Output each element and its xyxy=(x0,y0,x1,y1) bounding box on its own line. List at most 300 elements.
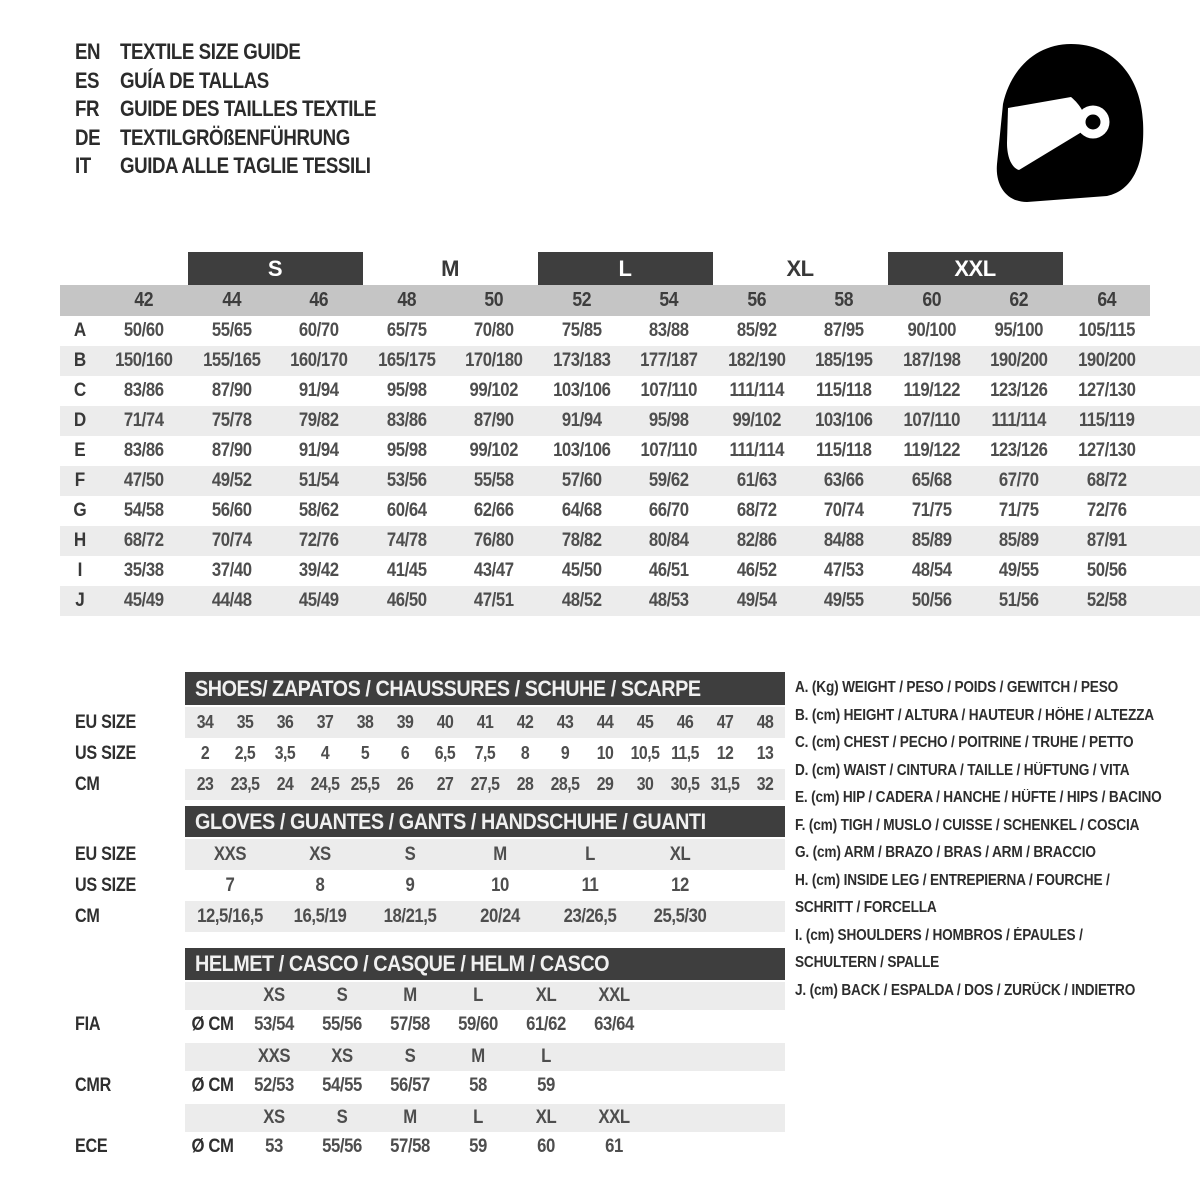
shoe-size-cell: 26 xyxy=(396,774,414,794)
numeric-size: 64 xyxy=(1096,289,1116,311)
numeric-size: 58 xyxy=(834,289,854,311)
size-row xyxy=(60,738,800,769)
table-cell: 59/62 xyxy=(648,470,689,491)
shoe-size-cell: 39 xyxy=(396,712,414,732)
shoe-size-cell: 35 xyxy=(236,712,254,732)
table-cell: 105/115 xyxy=(1078,320,1135,341)
table-cell: 71/74 xyxy=(123,410,164,431)
standard-label: ECE xyxy=(75,1136,108,1157)
shoe-size-cell: 42 xyxy=(516,712,534,732)
shoe-size-cell: 29 xyxy=(596,774,614,794)
table-cell: 58/62 xyxy=(298,500,339,521)
table-cell: 115/119 xyxy=(1078,410,1135,431)
legend-line: H. (cm) INSIDE LEG / ENTREPIERNA / FOURCHE / xyxy=(795,871,1110,889)
shoe-size-cell: 6,5 xyxy=(434,743,456,763)
legend-line: I. (cm) SHOULDERS / HOMBROS / ÉPAULES / xyxy=(795,926,1083,944)
table-row-grid xyxy=(60,496,1150,526)
glove-size-cell: 25,5/30 xyxy=(653,905,707,927)
table-cell: 87/90 xyxy=(211,380,252,401)
numeric-size: 48 xyxy=(396,289,416,311)
table-cell: 111/114 xyxy=(728,440,784,461)
helmet-value-row xyxy=(60,1132,800,1162)
table-cell: 47/51 xyxy=(473,590,514,611)
glove-size-cell: 8 xyxy=(315,874,325,896)
legend-line: SCHRITT / FORCELLA xyxy=(795,899,937,916)
language-title-row xyxy=(75,38,421,67)
table-cell: 65/75 xyxy=(386,320,427,341)
table-cell: 87/90 xyxy=(211,440,252,461)
table-cell: 85/89 xyxy=(911,530,952,551)
diameter-unit: Ø CM xyxy=(191,1014,234,1035)
shoe-size-cell: 46 xyxy=(676,712,694,732)
helmet-size-value: 59/60 xyxy=(458,1014,498,1035)
table-cell: 71/75 xyxy=(998,500,1039,521)
table-cell: 44/48 xyxy=(211,590,252,611)
table-cell: 119/122 xyxy=(903,440,960,461)
table-cell: 111/114 xyxy=(991,410,1047,431)
table-cell: 95/98 xyxy=(386,440,427,461)
language-code: ES xyxy=(75,67,100,93)
row-letter-label: E xyxy=(74,440,86,461)
table-cell: 91/94 xyxy=(561,410,602,431)
glove-size-cell: 7 xyxy=(225,874,235,896)
size-group-grid xyxy=(60,252,1150,285)
shoe-size-cell: 30,5 xyxy=(670,774,700,794)
size-row-label: EU SIZE xyxy=(75,843,137,865)
table-cell: 64/68 xyxy=(561,500,602,521)
table-cell: 82/86 xyxy=(736,530,777,551)
helmet-size-header-row xyxy=(60,1043,800,1071)
glove-size-cell: S xyxy=(404,843,416,865)
shoe-size-cell: 8 xyxy=(520,743,530,763)
table-cell: 99/102 xyxy=(731,410,781,431)
language-title: GUIDA ALLE TAGLIE TESSILI xyxy=(120,153,371,179)
table-cell: 87/95 xyxy=(823,320,864,341)
numeric-size: 44 xyxy=(221,289,241,311)
helmet-size-value: 55/56 xyxy=(322,1136,362,1157)
row-letter-label: F xyxy=(74,470,86,491)
table-cell: 45/50 xyxy=(561,560,602,581)
shoe-size-cell: 38 xyxy=(356,712,374,732)
size-row xyxy=(60,901,800,932)
table-cell: 111/114 xyxy=(728,380,784,401)
table-cell: 54/58 xyxy=(123,500,164,521)
table-cell: 83/88 xyxy=(648,320,689,341)
helmet-size-table xyxy=(60,948,800,1165)
size-row xyxy=(60,839,800,870)
table-cell: 170/180 xyxy=(465,350,523,371)
helmet-size-label: XS xyxy=(263,1107,285,1128)
language-title-row xyxy=(75,152,421,181)
table-row xyxy=(60,346,1200,376)
shoe-size-cell: 44 xyxy=(596,712,614,732)
row-letter-label: G xyxy=(73,500,87,521)
helmet-size-value: 57/58 xyxy=(390,1014,430,1035)
table-cell: 185/195 xyxy=(815,350,873,371)
language-code: FR xyxy=(75,96,100,122)
table-cell: 66/70 xyxy=(648,500,689,521)
numeric-size: 52 xyxy=(571,289,591,311)
size-row-values xyxy=(185,839,785,870)
table-cell: 103/106 xyxy=(552,440,610,461)
shoe-size-cell: 48 xyxy=(756,712,774,732)
table-cell: 43/47 xyxy=(473,560,514,581)
size-row-label: EU SIZE xyxy=(75,711,137,733)
helmet-size-value: 61 xyxy=(605,1136,623,1157)
legend-item xyxy=(795,702,1200,730)
table-cell: 70/74 xyxy=(211,530,252,551)
helmet-size-header-values xyxy=(185,1104,785,1132)
shoe-size-cell: 3,5 xyxy=(274,743,296,763)
table-cell: 76/80 xyxy=(473,530,514,551)
table-cell: 150/160 xyxy=(115,350,173,371)
helmet-size-value: 56/57 xyxy=(390,1075,430,1096)
glove-size-cell: 10 xyxy=(491,874,509,896)
shoes-table-header xyxy=(185,672,785,705)
glove-size-cell: XL xyxy=(669,843,691,865)
table-cell: 107/110 xyxy=(640,380,697,401)
table-cell: 119/122 xyxy=(903,380,960,401)
table-row-grid xyxy=(60,526,1150,556)
table-row-grid xyxy=(60,556,1150,586)
table-cell: 78/82 xyxy=(561,530,602,551)
legend-item xyxy=(795,757,1200,785)
gloves-table-header-label: GLOVES / GUANTES / GANTS / HANDSCHUHE / GUANTI xyxy=(195,808,706,834)
size-group-label: M xyxy=(441,255,459,281)
table-cell: 45/49 xyxy=(298,590,339,611)
legend-line: F. (cm) TIGH / MUSLO / CUISSE / SCHENKEL / COSCIA xyxy=(795,816,1140,834)
measurement-legend xyxy=(795,674,1200,1004)
helmet-size-value: 52/53 xyxy=(254,1075,294,1096)
shoe-size-cell: 13 xyxy=(756,743,774,763)
helmet-size-label: L xyxy=(473,1107,483,1128)
table-cell: 47/50 xyxy=(123,470,164,491)
shoe-size-cell: 11,5 xyxy=(671,743,699,763)
gloves-size-table xyxy=(60,806,800,932)
numeric-size: 62 xyxy=(1009,289,1029,311)
legend-line: J. (cm) BACK / ESPALDA / DOS / ZURÜCK / INDIETRO xyxy=(795,981,1136,999)
shoe-size-cell: 9 xyxy=(560,743,570,763)
size-row-label: CM xyxy=(75,905,100,927)
numeric-size-grid xyxy=(60,285,1150,316)
table-row xyxy=(60,436,1200,466)
table-cell: 99/102 xyxy=(469,380,519,401)
table-cell: 85/89 xyxy=(998,530,1039,551)
helmet-size-value: 63/64 xyxy=(594,1014,634,1035)
table-cell: 190/200 xyxy=(990,350,1048,371)
helmet-size-header-row xyxy=(60,1104,800,1132)
table-cell: 90/100 xyxy=(906,320,956,341)
table-cell: 165/175 xyxy=(377,350,435,371)
numeric-size: 54 xyxy=(659,289,679,311)
table-row xyxy=(60,586,1200,616)
size-row-label: US SIZE xyxy=(75,874,137,896)
diameter-unit: Ø CM xyxy=(191,1136,234,1157)
table-cell: 46/50 xyxy=(386,590,427,611)
table-cell: 35/38 xyxy=(123,560,164,581)
shoe-size-cell: 36 xyxy=(276,712,294,732)
table-cell: 190/200 xyxy=(1077,350,1135,371)
table-cell: 91/94 xyxy=(298,440,339,461)
table-cell: 48/54 xyxy=(911,560,952,581)
table-cell: 182/190 xyxy=(727,350,785,371)
helmet-value-row xyxy=(60,1071,800,1101)
table-cell: 95/98 xyxy=(386,380,427,401)
helmet-table-header xyxy=(185,948,785,980)
legend-line: SCHULTERN / SPALLE xyxy=(795,954,940,971)
shoe-size-cell: 40 xyxy=(436,712,454,732)
table-cell: 50/56 xyxy=(1086,560,1127,581)
size-group-label: XL xyxy=(786,255,814,281)
table-cell: 56/60 xyxy=(211,500,252,521)
legend-item xyxy=(795,867,1200,922)
helmet-size-value: 53/54 xyxy=(254,1014,294,1035)
size-row-values xyxy=(185,738,785,769)
shoe-size-cell: 31,5 xyxy=(710,774,740,794)
language-code: IT xyxy=(75,153,91,179)
table-row xyxy=(60,466,1200,496)
shoe-size-cell: 5 xyxy=(360,743,370,763)
numeric-size: 50 xyxy=(484,289,504,311)
row-letter-label: C xyxy=(73,380,87,401)
glove-size-cell: 18/21,5 xyxy=(383,905,437,927)
helmet-size-header-values xyxy=(185,982,785,1010)
shoe-size-cell: 7,5 xyxy=(474,743,496,763)
shoes-table-header-label: SHOES/ ZAPATOS / CHAUSSURES / SCHUHE / SCARPE xyxy=(195,675,701,701)
size-row xyxy=(60,707,800,738)
size-group-boxed: S xyxy=(188,252,363,285)
size-row-values xyxy=(185,769,785,800)
numeric-size: 56 xyxy=(746,289,766,311)
table-row-grid xyxy=(60,466,1150,496)
table-cell: 51/54 xyxy=(298,470,339,491)
table-cell: 103/106 xyxy=(552,380,610,401)
helmet-size-label: XXL xyxy=(598,1107,630,1128)
table-cell: 91/94 xyxy=(298,380,339,401)
table-cell: 75/78 xyxy=(211,410,252,431)
table-cell: 62/66 xyxy=(473,500,514,521)
glove-size-cell: 16,5/19 xyxy=(293,905,347,927)
table-cell: 45/49 xyxy=(123,590,164,611)
table-cell: 60/70 xyxy=(298,320,339,341)
table-cell: 39/42 xyxy=(298,560,339,581)
shoe-size-cell: 45 xyxy=(636,712,654,732)
table-cell: 75/85 xyxy=(561,320,602,341)
table-cell: 160/170 xyxy=(290,350,348,371)
table-row xyxy=(60,406,1200,436)
language-title: TEXTILE SIZE GUIDE xyxy=(120,39,301,65)
row-letter-label: B xyxy=(73,350,87,371)
shoe-size-cell: 28,5 xyxy=(550,774,580,794)
size-row-values xyxy=(185,901,785,932)
table-row-grid xyxy=(60,586,1150,616)
helmet-size-value: 57/58 xyxy=(390,1136,430,1157)
legend-item xyxy=(795,674,1200,702)
helmet-size-label: M xyxy=(403,985,417,1006)
shoe-size-cell: 27 xyxy=(436,774,454,794)
size-row-values xyxy=(185,870,785,901)
glove-size-cell: 9 xyxy=(405,874,415,896)
table-cell: 68/72 xyxy=(736,500,777,521)
shoe-size-cell: 47 xyxy=(716,712,734,732)
shoes-size-table xyxy=(60,672,800,800)
row-letter-label: J xyxy=(75,590,85,611)
helmet-size-label: M xyxy=(403,1107,417,1128)
table-cell: 74/78 xyxy=(386,530,427,551)
shoe-size-cell: 24,5 xyxy=(310,774,340,794)
helmet-size-value: 58 xyxy=(469,1075,487,1096)
legend-line: E. (cm) HIP / CADERA / HANCHE / HÜFTE / HIPS / BACINO xyxy=(795,789,1162,806)
helmet-size-label: M xyxy=(471,1046,485,1067)
glove-size-cell: 20/24 xyxy=(480,905,520,927)
table-cell: 61/63 xyxy=(736,470,777,491)
table-row-grid xyxy=(60,406,1150,436)
shoes-table-rows xyxy=(60,707,800,800)
table-cell: 50/56 xyxy=(911,590,952,611)
table-cell: 83/86 xyxy=(386,410,427,431)
shoe-size-cell: 32 xyxy=(756,774,774,794)
table-cell: 72/76 xyxy=(1086,500,1127,521)
shoe-size-cell: 23 xyxy=(196,774,214,794)
table-cell: 83/86 xyxy=(123,380,164,401)
gloves-table-header xyxy=(185,806,785,837)
size-row-label: US SIZE xyxy=(75,742,137,764)
table-cell: 37/40 xyxy=(211,560,252,581)
table-cell: 49/54 xyxy=(736,590,777,611)
table-cell: 99/102 xyxy=(469,440,519,461)
table-cell: 127/130 xyxy=(1077,380,1135,401)
row-letter-label: I xyxy=(77,560,83,581)
helmet-values xyxy=(185,1132,785,1162)
table-cell: 55/58 xyxy=(473,470,514,491)
glove-size-cell: L xyxy=(585,843,595,865)
legend-item xyxy=(795,922,1200,977)
numeric-size-row xyxy=(60,285,1200,316)
table-cell: 85/92 xyxy=(736,320,777,341)
table-cell: 41/45 xyxy=(386,560,427,581)
helmet-size-label: XXS xyxy=(257,1046,291,1067)
table-cell: 87/91 xyxy=(1086,530,1127,551)
table-cell: 103/106 xyxy=(815,410,873,431)
language-title-list xyxy=(75,38,421,181)
helmet-size-label: XL xyxy=(535,985,557,1006)
table-cell: 70/80 xyxy=(473,320,514,341)
helmet-size-header-values xyxy=(185,1043,785,1071)
language-title-row xyxy=(75,124,421,153)
table-cell: 46/52 xyxy=(736,560,777,581)
standard-label: CMR xyxy=(75,1075,112,1096)
table-cell: 70/74 xyxy=(823,500,864,521)
table-row xyxy=(60,496,1200,526)
helmet-table-sections xyxy=(60,982,800,1162)
table-cell: 57/60 xyxy=(561,470,602,491)
table-cell: 67/70 xyxy=(998,470,1039,491)
legend-line: C. (cm) CHEST / PECHO / POITRINE / TRUHE / PETTO xyxy=(795,734,1134,751)
table-cell: 68/72 xyxy=(123,530,164,551)
table-row-grid xyxy=(60,346,1150,376)
gloves-table-rows xyxy=(60,839,800,932)
table-cell: 55/65 xyxy=(211,320,252,341)
table-row xyxy=(60,556,1200,586)
helmet-size-label: L xyxy=(541,1046,551,1067)
full-face-helmet-icon xyxy=(975,38,1150,210)
size-row xyxy=(60,870,800,901)
table-cell: 187/198 xyxy=(902,350,960,371)
table-cell: 51/56 xyxy=(998,590,1039,611)
shoe-size-cell: 10,5 xyxy=(630,743,660,763)
table-cell: 115/118 xyxy=(815,440,872,461)
table-cell: 49/52 xyxy=(211,470,252,491)
helmet-size-label: XXL xyxy=(598,985,630,1006)
table-row xyxy=(60,376,1200,406)
table-cell: 79/82 xyxy=(298,410,339,431)
table-cell: 72/76 xyxy=(298,530,339,551)
table-cell: 84/88 xyxy=(823,530,864,551)
shoe-size-cell: 37 xyxy=(316,712,334,732)
table-cell: 83/86 xyxy=(123,440,164,461)
table-row xyxy=(60,316,1200,346)
glove-size-cell: 12,5/16,5 xyxy=(197,905,263,927)
table-cell: 49/55 xyxy=(998,560,1039,581)
helmet-size-label: S xyxy=(404,1046,416,1067)
table-cell: 71/75 xyxy=(911,500,952,521)
numeric-size: 60 xyxy=(921,289,941,311)
language-title-row xyxy=(75,95,421,124)
table-row-grid xyxy=(60,316,1150,346)
table-cell: 87/90 xyxy=(473,410,514,431)
shoe-size-cell: 41 xyxy=(476,712,494,732)
table-row-grid xyxy=(60,376,1150,406)
table-cell: 68/72 xyxy=(1086,470,1127,491)
shoe-size-cell: 24 xyxy=(276,774,294,794)
helmet-size-value: 54/55 xyxy=(322,1075,362,1096)
size-group-boxed: L xyxy=(538,252,713,285)
table-cell: 123/126 xyxy=(990,380,1048,401)
shoe-size-cell: 25,5 xyxy=(350,774,380,794)
table-cell: 127/130 xyxy=(1077,440,1135,461)
table-cell: 155/165 xyxy=(202,350,260,371)
helmet-size-value: 55/56 xyxy=(322,1014,362,1035)
table-cell: 107/110 xyxy=(903,410,960,431)
helmet-size-label: S xyxy=(336,985,348,1006)
helmet-size-label: XS xyxy=(331,1046,353,1067)
standard-label: FIA xyxy=(75,1014,101,1035)
helmet-size-value: 53 xyxy=(265,1136,283,1157)
shoe-size-cell: 27,5 xyxy=(470,774,500,794)
row-letter-label: H xyxy=(73,530,87,551)
glove-size-cell: XS xyxy=(309,843,331,865)
size-row xyxy=(60,769,800,800)
helmet-values xyxy=(185,1071,785,1101)
legend-line: G. (cm) ARM / BRAZO / BRAS / ARM / BRACCIO xyxy=(795,844,1096,861)
legend-line: A. (Kg) WEIGHT / PESO / POIDS / GEWITCH / PESO xyxy=(795,679,1119,696)
helmet-values xyxy=(185,1010,785,1040)
shoe-size-cell: 23,5 xyxy=(230,774,260,794)
table-row-grid xyxy=(60,436,1150,466)
diameter-unit: Ø CM xyxy=(191,1075,234,1096)
legend-item xyxy=(795,729,1200,757)
language-title-row xyxy=(75,67,421,96)
table-cell: 95/100 xyxy=(994,320,1044,341)
textile-size-table xyxy=(60,252,1200,616)
table-cell: 65/68 xyxy=(911,470,952,491)
numeric-size: 46 xyxy=(309,289,329,311)
table-cell: 80/84 xyxy=(648,530,689,551)
table-cell: 50/60 xyxy=(123,320,164,341)
size-group-row xyxy=(60,252,1200,285)
table-cell: 48/52 xyxy=(561,590,602,611)
size-row-label: CM xyxy=(75,773,100,795)
